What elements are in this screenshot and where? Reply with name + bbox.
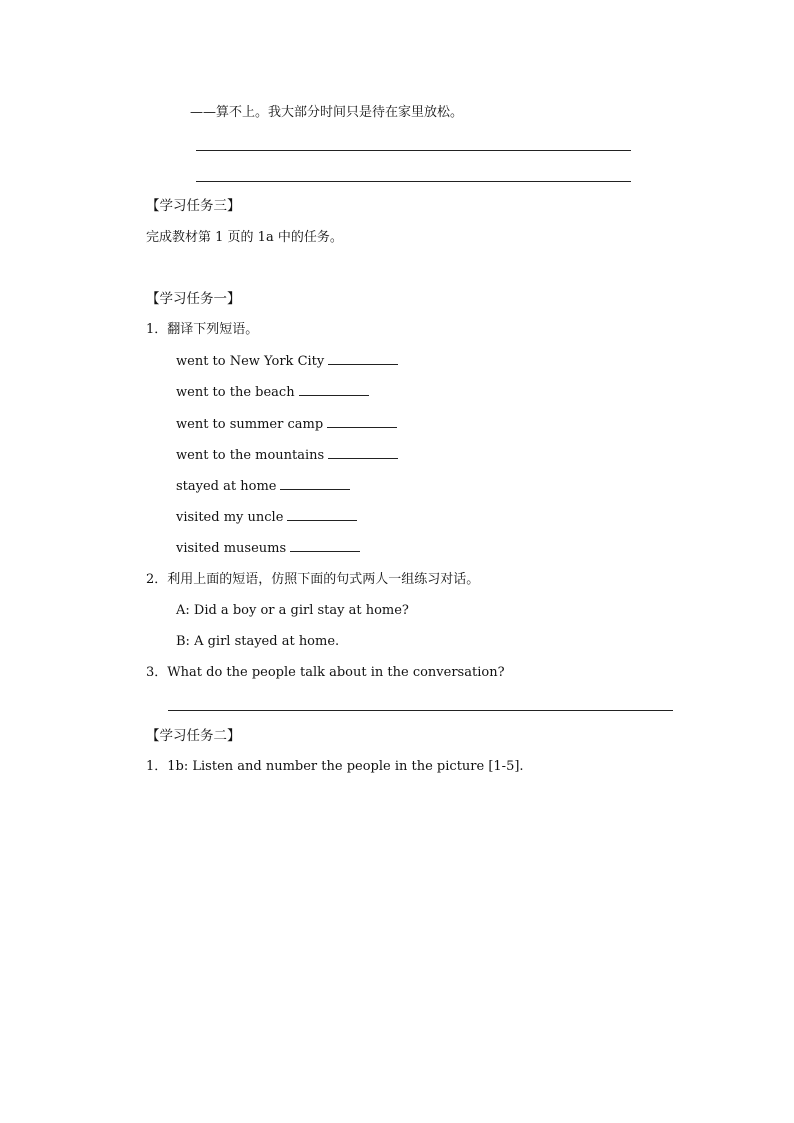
answer-line-3[interactable]	[168, 710, 673, 711]
phrase-text: went to New York City	[176, 354, 325, 369]
dialog-answer: ——算不上。我大部分时间只是待在家里放松。	[190, 105, 464, 120]
phrase-item	[176, 415, 397, 434]
phrase-item	[176, 477, 350, 496]
phrase-text: stayed at home	[176, 479, 277, 494]
answer-blank[interactable]	[328, 446, 398, 459]
question-text: 利用上面的短语，仿照下面的句式两人一组练习对话。	[167, 572, 480, 587]
answer-blank[interactable]	[290, 539, 360, 552]
phrase-item	[176, 508, 357, 527]
task3-instruction: 完成教材第 1 页的 1a 中的任务。	[146, 230, 343, 245]
dialog-line-b: B: A girl stayed at home.	[176, 634, 340, 649]
question-number: 2．	[146, 572, 168, 587]
question-number: 1．	[146, 322, 168, 337]
phrase-text: visited my uncle	[176, 510, 284, 525]
task2-q1	[146, 758, 524, 776]
task1-heading: 【学习任务一】	[146, 291, 241, 307]
answer-blank[interactable]	[280, 477, 350, 490]
answer-line-2[interactable]	[196, 181, 631, 182]
answer-blank[interactable]	[287, 508, 357, 521]
answer-line-1[interactable]	[196, 150, 631, 151]
task1-q1	[146, 321, 258, 339]
question-number: 3．	[146, 665, 168, 680]
question-text: 1b: Listen and number the people in the picture [1-5].	[167, 759, 524, 774]
answer-blank[interactable]	[327, 415, 397, 428]
task1-q3	[146, 664, 505, 682]
phrase-item	[176, 383, 369, 402]
phrase-text: visited museums	[176, 541, 287, 556]
task1-q2	[146, 571, 479, 589]
phrase-text: went to the beach	[176, 385, 295, 400]
phrase-item	[176, 352, 398, 371]
task3-heading: 【学习任务三】	[146, 198, 241, 214]
question-text: What do the people talk about in the conversation?	[167, 665, 505, 680]
dialog-line-a: A: Did a boy or a girl stay at home?	[176, 603, 409, 618]
question-number: 1．	[146, 759, 168, 774]
phrase-item	[176, 539, 360, 558]
question-text: 翻译下列短语。	[167, 322, 259, 337]
answer-blank[interactable]	[328, 352, 398, 365]
phrase-text: went to the mountains	[176, 448, 325, 463]
task2-heading: 【学习任务二】	[146, 728, 241, 744]
answer-blank[interactable]	[299, 383, 369, 396]
phrase-text: went to summer camp	[176, 417, 324, 432]
phrase-item	[176, 446, 398, 465]
